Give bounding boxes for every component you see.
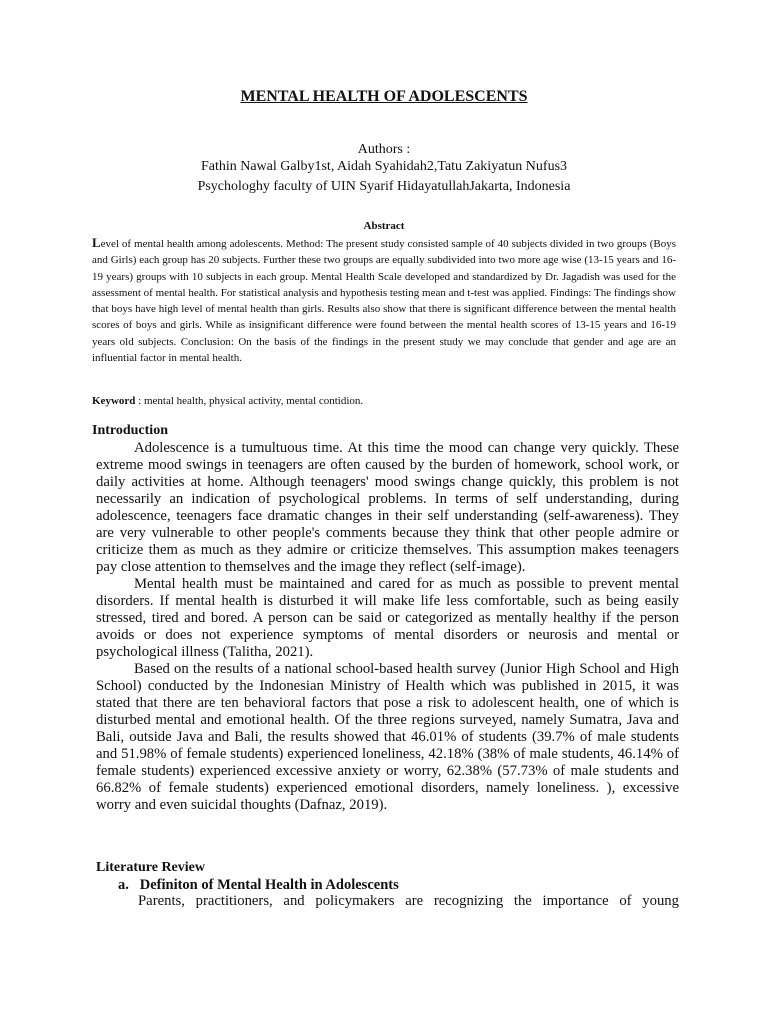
abstract-heading: Abstract bbox=[363, 220, 405, 232]
intro-paragraph: Adolescence is a tumultuous time. At this time the mood can change very quickly. These extreme mood swings in teenagers are often caused by the burden of homework, school work, or daily activities at home. Although teenagers' mood swings change quickly, this problem is not necessarily an indication of psychological problems. In terms of self understanding, during adolescence, teenagers face dramatic changes in their self understanding (self-awareness). They are very vulnerable to other people's comments because they think that other people admire or criticize them as much as they admire or criticize themselves. This assumption makes teenagers pay close attention to themselves and the image they reflect (self-image). bbox=[96, 440, 679, 575]
keywords bbox=[92, 395, 363, 407]
abstract-text bbox=[92, 235, 676, 366]
intro-paragraph: Mental health must be maintained and cared for as much as possible to prevent mental disorders. If mental health is disturbed it will make life less comfortable, such as being easily stressed, tired and bored. A person can be said or categorized as mentally healthy if the person avoids or does not experience symptoms of mental disorders or neurosis and mental or psychological illness (Talitha, 2021). bbox=[96, 576, 679, 660]
subsection-marker: a. bbox=[118, 877, 129, 893]
intro-paragraph: Based on the results of a national school-based health survey (Junior High School and High School) conducted by the Indonesian Ministry of Health which was published in 2015, it was stated that there are ten behavioral factors that pose a risk to adolescent health, one of which is disturbed mental and emotional health. Of the three regions surveyed, namely Sumatra, Java and Bali, outside Java and Bali, the results showed that 46.01% of students (39.7% of male students and 51.98% of female students) experienced loneliness, 42.18% (38% of male students, 46.14% of female students) experienced excessive anxiety or worry, 62.38% (57.73% of male students and 66.82% of female students) experienced emotional disorders, namely loneliness. ), excessive worry and even suicidal thoughts (Dafnaz, 2019). bbox=[96, 661, 679, 813]
abstract-first-letter: L bbox=[92, 235, 101, 250]
keyword-label: Keyword bbox=[92, 395, 136, 407]
introduction-body bbox=[96, 440, 679, 814]
introduction-heading: Introduction bbox=[92, 423, 168, 438]
authors-names: Fathin Nawal Galby1st, Aidah Syahidah2,Tatu Zakiyatun Nufus3 bbox=[200, 159, 568, 174]
affiliation: Psychologhy faculty of UIN Syarif HidayatullahJakarta, Indonesia bbox=[197, 179, 571, 194]
literature-review-paragraph: Parents, practitioners, and policymakers are recognizing the importance of young bbox=[138, 893, 679, 909]
abstract-body: evel of mental health among adolescents. Method: The present study consisted sample of 40 subjects divided in two groups (Boys and Girls) each group has 20 subjects. Further these two groups are equally subdivided into two more age wise (13-15 years and 16-19 years) groups with 10 subjects in each group. Mental Health Scale developed and standardized by Dr. Jagadish was used for the assessment of mental health. For statistical analysis and hypothesis testing mean and t-test was applied. Findings: The findings show that boys have high level of mental health than girls. Results also show that there is significant difference between the mental health scores of boys and girls. While as insignificant difference were found between the mental health scores of 13-15 years and 16-19 years old subjects. Conclusion: On the basis of the findings in the present study we may conclude that gender and age are an influential factor in mental health. bbox=[92, 238, 676, 365]
keyword-list: : mental health, physical activity, mental contidion. bbox=[135, 395, 364, 407]
paper-title: MENTAL HEALTH OF ADOLESCENTS bbox=[240, 88, 528, 105]
authors-label: Authors : bbox=[357, 142, 411, 157]
subsection-heading bbox=[118, 877, 399, 894]
subsection-title: Definiton of Mental Health in Adolescents bbox=[139, 877, 399, 893]
literature-review-heading: Literature Review bbox=[96, 860, 205, 875]
